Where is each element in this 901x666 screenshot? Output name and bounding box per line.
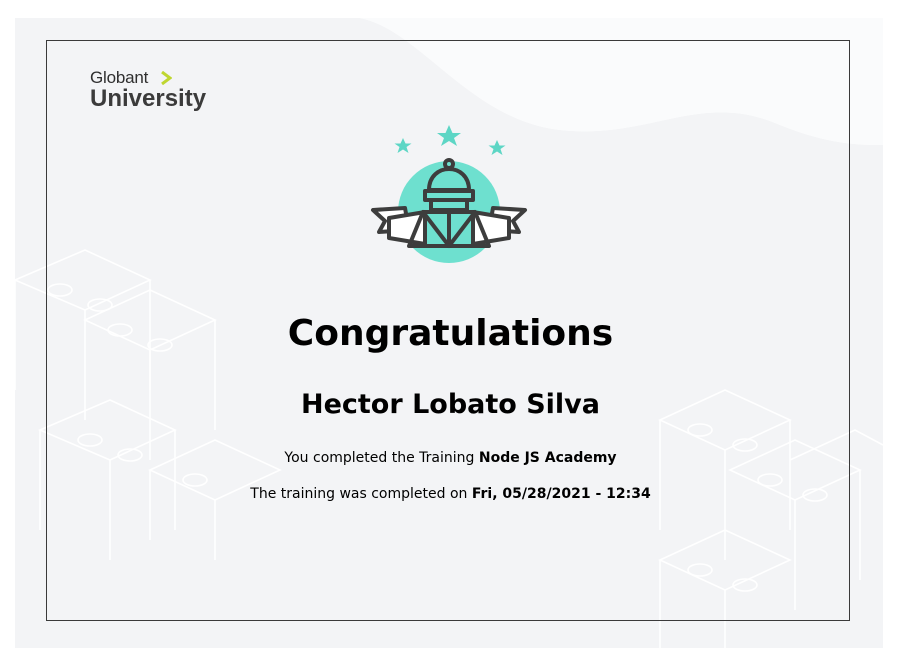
- completed-prefix: You completed the Training: [284, 450, 475, 466]
- star-icon: [437, 125, 461, 146]
- trophy-medal-ribbon-icon: [365, 120, 535, 270]
- training-name: Node JS Academy: [478, 450, 617, 466]
- star-icon: [489, 140, 506, 155]
- training-completed-line: [0, 448, 901, 468]
- recipient-name: Hector Lobato Silva: [300, 389, 601, 420]
- star-icon: [395, 138, 412, 153]
- logo-product-text: University: [90, 85, 207, 112]
- logo-brand-text: Globant: [90, 68, 149, 87]
- completion-date-line: [0, 484, 901, 504]
- chevron-right-icon: [160, 71, 172, 85]
- completion-date: Fri, 05/28/2021 - 12:34: [471, 486, 651, 502]
- date-prefix: The training was completed on: [250, 486, 468, 502]
- certificate-title: Congratulations: [287, 313, 614, 354]
- globant-university-logo: [90, 68, 220, 118]
